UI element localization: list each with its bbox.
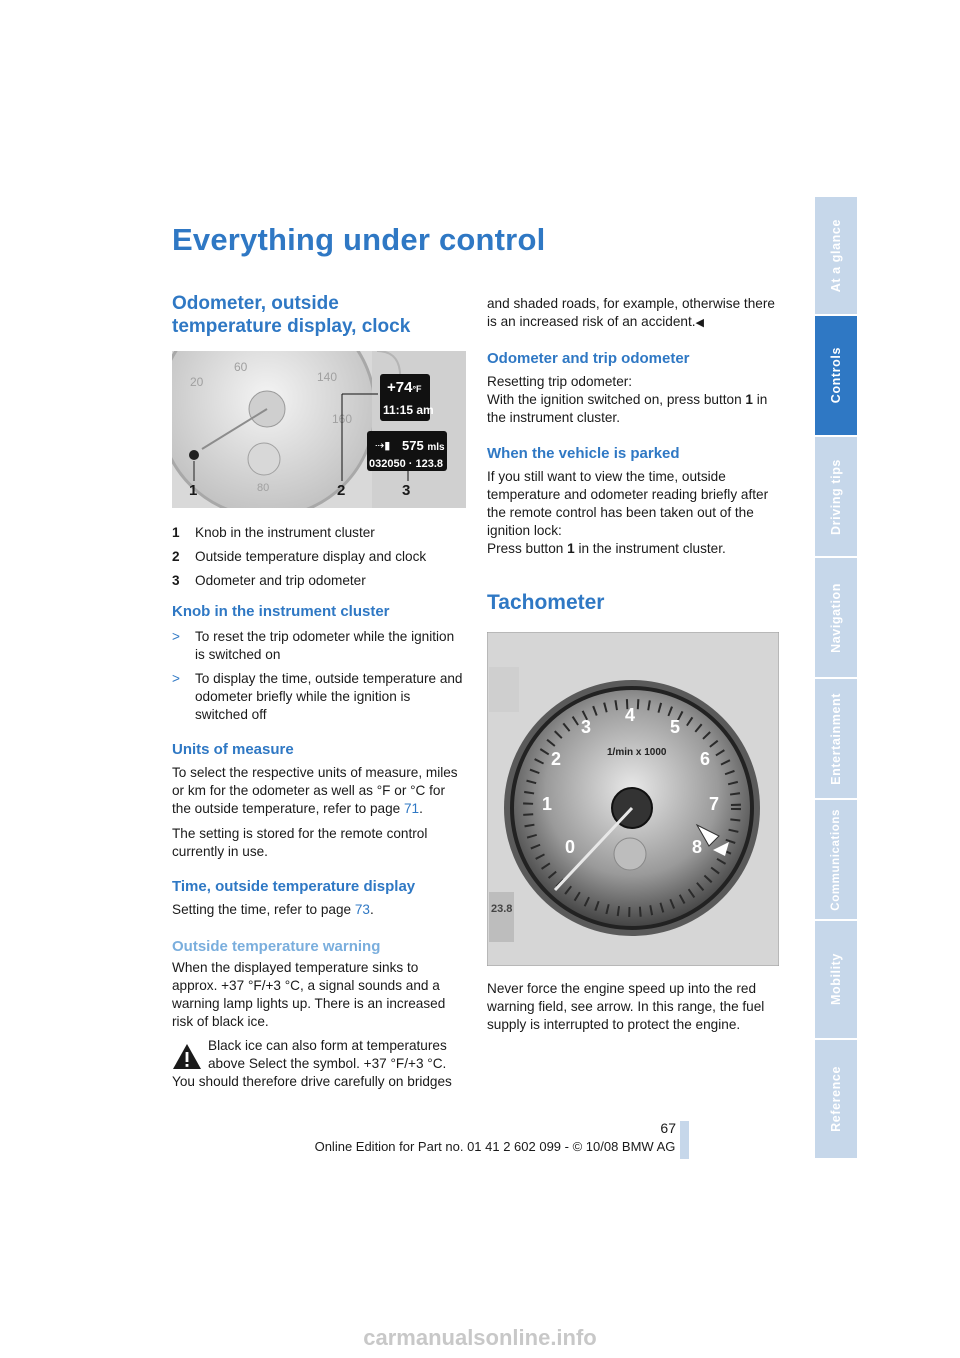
page-link-73[interactable]: 73 [354,902,370,917]
warning-paragraph: When the displayed temperature sinks to approx. +37 °F/+3 °C, a signal sounds and a warning lamp lights up. There is an increased risk of black ice. [172,960,446,1029]
svg-text:20: 20 [190,375,204,389]
tacho-num-4: 4 [625,705,636,725]
caution-text: Black ice can also form at temperatures above Select the symbol. +37 °F/+3 °C. [208,1038,447,1071]
heading-warning: Outside temperature warning [172,938,381,955]
bullet-item [172,670,466,724]
time-temp-end: . [370,902,374,917]
svg-text:140: 140 [317,370,338,384]
legend-num: 1 [172,525,180,540]
tab-label: Mobility [829,953,843,1006]
bullet-marker: > [172,671,180,686]
tacho-num-2: 2 [551,749,562,769]
end-mark: ◀ [695,317,705,329]
caution-cont-text: and shaded roads, for example, otherwise there is an increased risk of an accident. [487,296,775,329]
tab-label: Communications [830,808,842,911]
tab-label: Controls [829,347,843,404]
range-readout [402,437,445,457]
temp-unit: °F [412,384,422,394]
callout-2: 2 [337,482,346,499]
parked-button-num: 1 [567,541,575,556]
parked-text: Press button [487,541,568,556]
bullet-text: To display the time, outside temperature and odometer briefly while the ignition is switched off [195,671,463,722]
trip-line1: Resetting trip odometer: [487,374,633,389]
tacho-unit-label: 1/min x 1000 [607,747,667,758]
tab-mobility[interactable] [815,921,857,1040]
units-paragraph-2: The setting is stored for the remote control currently in use. [172,826,428,859]
tab-label: At a glance [829,218,843,293]
instrument-cluster-figure [172,351,466,508]
heading-units: Units of measure [172,741,294,758]
legend-list [172,524,466,590]
tab-controls[interactable] [815,316,857,437]
clock-readout: 11:15 am [383,403,434,417]
tachometer-figure [487,632,779,966]
knob-bullets [172,628,466,724]
tab-label: Driving tips [829,458,843,535]
heading-tachometer: Tachometer [487,591,605,614]
trip-line2 [487,391,779,427]
trip-text: With the ignition switched on, press button [487,392,746,407]
legend-item [172,572,466,590]
tacho-num-8: 8 [692,837,703,857]
units-text: To select the respective units of measure, miles or km for the odometer as well as °F or °C for the outside temperature, refer to page [172,765,458,816]
right-column [487,295,779,1034]
tab-communications[interactable] [815,800,857,921]
tachometer-paragraph: Never force the engine speed up into the red warning field, see arrow. In this range, the fuel supply is interrupted to protect the engine. [487,981,765,1032]
tacho-side-text: 23.8 [491,903,513,915]
callout-3: 3 [402,482,411,499]
tachometer-illustration [487,632,779,966]
trip-button-num: 1 [745,392,753,407]
range-value: 575 [402,438,424,453]
page-title: Everything under control [172,222,546,257]
tab-label: Reference [829,1066,843,1132]
bullet-marker: > [172,629,180,644]
tacho-num-1: 1 [542,794,553,814]
bullet-item [172,628,466,664]
instrument-cluster-illustration [172,351,466,508]
legend-num: 2 [172,549,180,564]
heading-time-temp: Time, outside temperature display [172,878,416,895]
footer [0,1139,960,1154]
svg-text:80: 80 [257,482,270,494]
legend-item [172,524,466,542]
left-column [172,292,466,1091]
time-temp-text: Setting the time, refer to page [172,902,355,917]
tab-driving-tips[interactable] [815,437,857,558]
page-link-71[interactable]: 71 [404,801,420,816]
caution-rest: You should therefore drive carefully on bridges [172,1074,452,1089]
callout-1: 1 [189,482,198,499]
caution-continued [487,295,779,332]
tacho-num-3: 3 [581,717,592,737]
tacho-num-5: 5 [670,717,681,737]
tacho-num-7: 7 [709,794,720,814]
legend-num: 3 [172,573,180,588]
legend-text: Outside temperature display and clock [195,549,427,564]
section-heading-odometer: Odometer, outside temperature display, clock [172,293,411,337]
page-number: 67 [660,1120,676,1136]
fuel-icon: ⇢▮ [375,440,391,452]
odometer-readout: 032050 · 123.8 [369,458,444,470]
units-paragraph [172,764,466,818]
warning-triangle-icon [172,1043,202,1070]
legend-text: Odometer and trip odometer [195,573,366,588]
watermark: carmanualsonline.info [363,1325,597,1350]
legend-text: Knob in the instrument cluster [195,525,375,540]
tacho-num-6: 6 [700,749,711,769]
units-end: . [419,801,423,816]
temp-readout [387,379,422,398]
heading-parked: When the vehicle is parked [487,445,680,462]
heading-trip: Odometer and trip odometer [487,350,690,367]
tab-navigation[interactable] [815,558,857,679]
tab-label: Entertainment [829,692,843,785]
bullet-text: To reset the trip odometer while the ignition is switched on [195,629,455,662]
footer-text: Online Edition for Part no. 01 41 2 602 099 - © 10/08 BMW AG [314,1139,676,1154]
tab-label: Navigation [829,582,843,653]
range-unit: mls [427,442,445,453]
tacho-num-0: 0 [565,837,576,857]
temp-value: +74 [387,379,413,396]
legend-item [172,548,466,566]
heading-knob: Knob in the instrument cluster [172,603,390,620]
caution-note [172,1037,466,1073]
svg-text:160: 160 [332,412,353,426]
parked-text-end: in the instrument cluster. [574,541,726,556]
tab-at-a-glance[interactable] [815,197,857,316]
time-temp-paragraph [172,901,466,919]
tab-entertainment[interactable] [815,679,857,800]
trip-text-end: in the instrument cluster. [487,392,768,425]
svg-text:60: 60 [234,360,248,374]
parked-paragraph: If you still want to view the time, outside temperature and odometer reading briefly after the remote control has been taken out of the ignition lock: [487,469,769,538]
parked-line2 [487,540,779,558]
